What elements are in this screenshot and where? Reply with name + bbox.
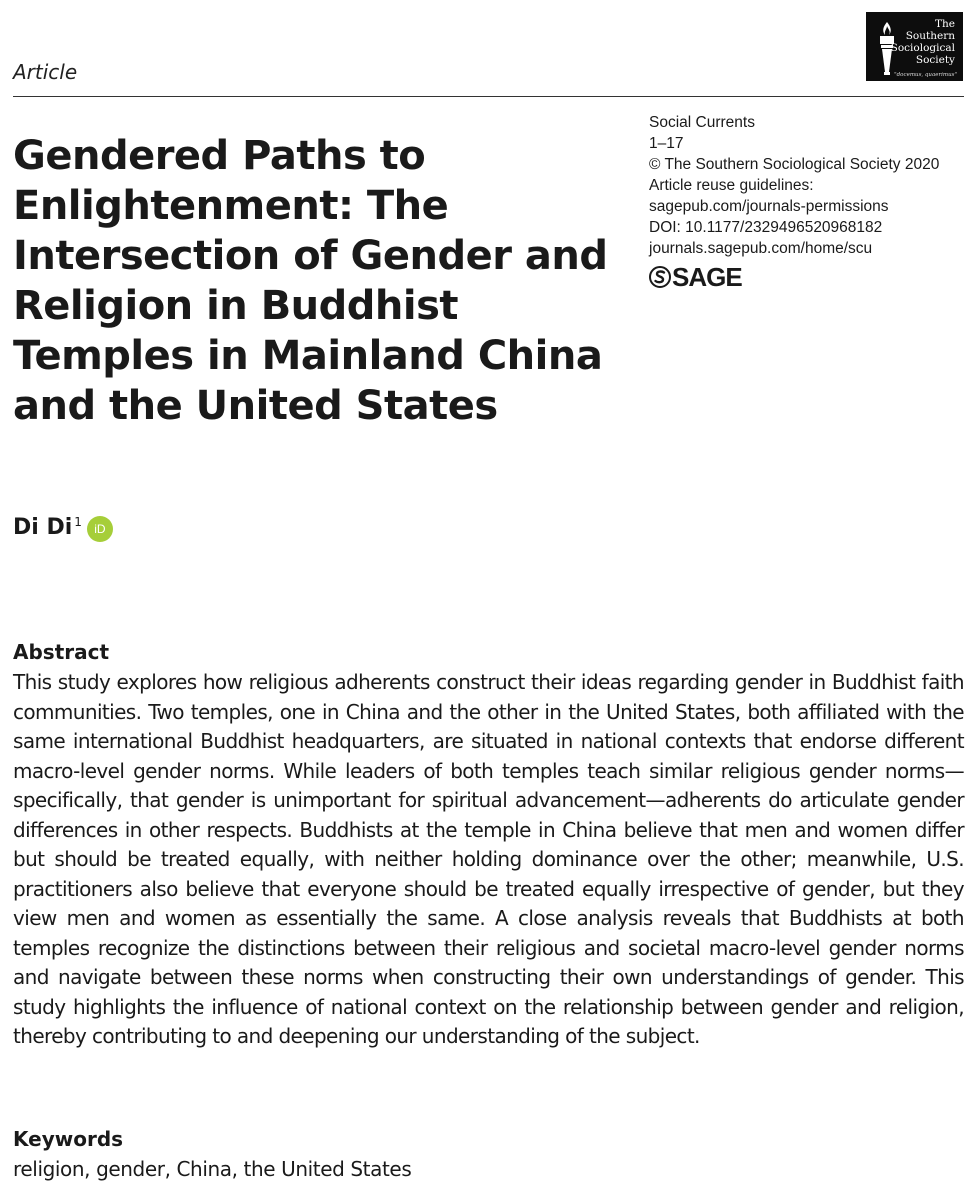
affiliation-mark: 1 xyxy=(74,515,82,529)
article-title: Gendered Paths to Enlightenment: The Intersection of Gender and Religion in Buddhist Temples in Mainland China and the United States xyxy=(13,133,608,429)
society-logo-line: The xyxy=(935,18,955,30)
abstract-heading: Abstract xyxy=(13,640,110,664)
author-name[interactable]: Di Di xyxy=(13,515,73,540)
society-logo-line: Sociological xyxy=(890,42,955,54)
author-line xyxy=(13,515,113,542)
header-divider xyxy=(13,96,964,97)
sage-icon xyxy=(649,266,671,288)
sage-wordmark: SAGE xyxy=(672,261,742,292)
abstract-text: This study explores how religious adherents construct their ideas regarding gender in Buddhist faith communities. Two temples, one in China and the other in the United States, both affiliated with the same international Buddhist headquarters, are situated in national contexts that endorse different macro-level gender norms. While leaders of both temples teach similar religious gender norms—specifically, that gender is unimportant for spiritual advancement—adherents do articulate gender differences in other respects. Buddhists at the temple in China believe that men and women differ but should be treated equally, with neither holding dominance over the other; meanwhile, U.S. practitioners also believe that everyone should be treated equally irrespective of gender, but they view men and women as essentially the same. A close analysis reveals that Buddhists at both temples recognize the distinctions between their religious and societal macro-level gender norms and navigate between these norms when constructing their own understandings of gender. This study highlights the influence of national context on the relationship between gender and religion, thereby contributing to and deepening our understanding of the subject. xyxy=(13,670,964,1048)
doi-link[interactable]: DOI: 10.1177/2329496520968182 xyxy=(649,219,883,236)
journal-home-link[interactable]: journals.sagepub.com/home/scu xyxy=(649,240,873,257)
journal-meta xyxy=(649,112,939,259)
keywords-heading: Keywords xyxy=(13,1127,124,1151)
page-range: 1–17 xyxy=(649,135,684,152)
orcid-icon[interactable]: iD xyxy=(87,516,113,542)
society-motto: "docemus, quaerimus" xyxy=(894,72,957,78)
society-logo-text xyxy=(891,18,955,66)
society-logo-line: Southern xyxy=(905,30,955,42)
journal-name: Social Currents xyxy=(649,114,755,131)
copyright-notice: © The Southern Sociological Society 2020 xyxy=(649,156,940,173)
reuse-link[interactable]: sagepub.com/journals-permissions xyxy=(649,198,889,215)
sage-logo xyxy=(649,262,742,292)
keywords-text: religion, gender, China, the United States xyxy=(13,1157,412,1181)
reuse-label: Article reuse guidelines: xyxy=(649,177,814,194)
article-type-label: Article xyxy=(13,60,78,84)
society-logo-line: Society xyxy=(915,54,955,66)
society-logo xyxy=(866,12,963,81)
